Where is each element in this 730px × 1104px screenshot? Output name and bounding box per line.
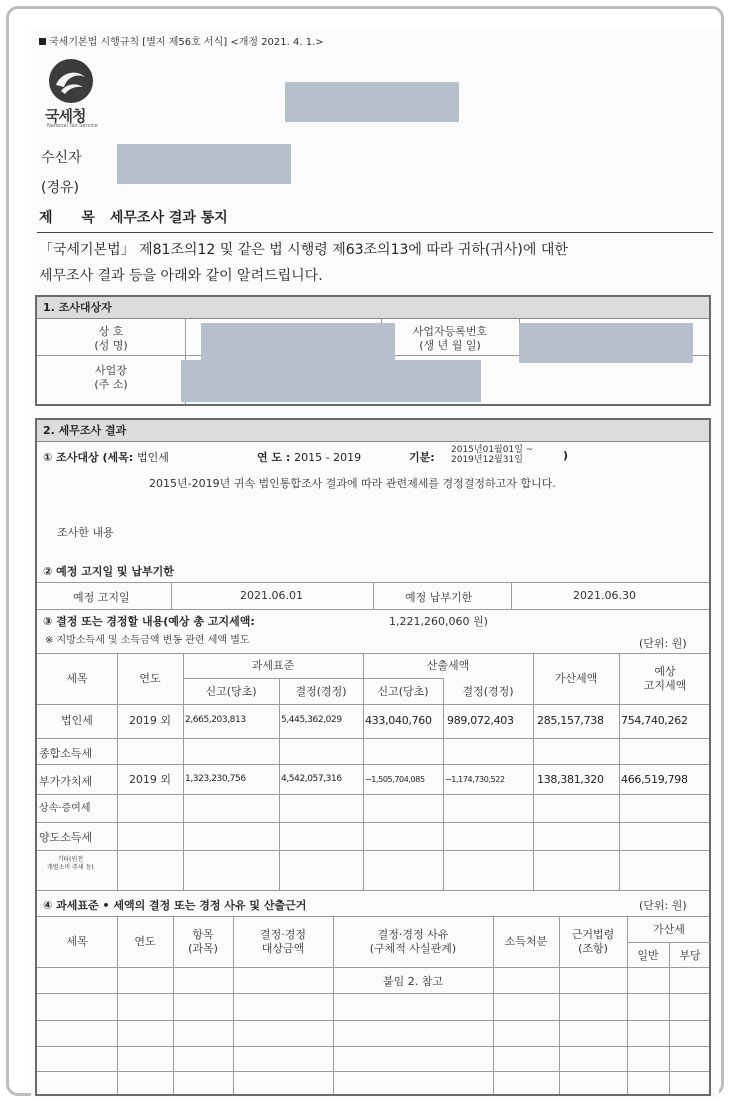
- redacted-bizno: [519, 323, 693, 363]
- item4-label: ④ 과세표준 • 세액의 결정 또는 경정 사유 및 산출근거: [43, 899, 307, 912]
- th-base: 과세표준: [251, 659, 295, 672]
- bizno-label: 사업자등록번호 (생 년 월 일): [412, 325, 488, 352]
- th4-tax: 세목: [66, 935, 88, 948]
- th4-law: 근거법령 (조항): [571, 928, 615, 955]
- due-date-label: 예정 납부기한: [405, 591, 473, 604]
- logo-text: 국세청: [45, 107, 86, 125]
- table-cell: 466,519,798: [621, 773, 688, 786]
- table-row-tax: 상속·증여세: [39, 803, 91, 814]
- item1-period-label: 기분:: [409, 451, 435, 464]
- via-label: (경유): [41, 180, 79, 196]
- notice-date: 2021.06.01: [240, 589, 303, 602]
- item3-total: 1,221,260,060 원): [389, 615, 488, 628]
- th-expected: 예상 고지세액: [643, 665, 687, 692]
- item1-years: 연 도 : 2015 - 2019: [257, 451, 362, 464]
- th-calc-decide: 결정(경정): [462, 685, 514, 698]
- th-calc: 산출세액: [426, 659, 470, 672]
- other-tax-label: 기타(원천 개별소비 주세 등): [47, 856, 94, 871]
- intro-line-2: 세무조사 결과 등을 아래와 같이 알려드립니다.: [39, 268, 323, 284]
- table-cell: −1,174,730,522: [445, 775, 505, 784]
- logo-subtext: National Tax Service: [47, 123, 98, 129]
- table-cell: 433,040,760: [365, 714, 432, 727]
- table-row-tax: 종합소득세: [39, 747, 93, 760]
- section-1-title: 1. 조사대상자: [37, 297, 709, 319]
- tax-note: ※ 지방소득세 및 소득금액 변동 관련 세액 별도: [45, 635, 250, 646]
- nts-logo-icon: [47, 57, 95, 105]
- table-cell: 5,445,362,029: [281, 715, 342, 725]
- form-header: 국세기본법 시행규칙 [별지 제56호 서식] <개정 2021. 4. 1.>: [39, 33, 324, 48]
- th-penalty: 가산세액: [554, 672, 598, 685]
- redacted-address: [181, 360, 481, 402]
- item1-close: ): [563, 449, 569, 462]
- table-cell: 989,072,403: [447, 714, 514, 727]
- item2-label: ② 예정 고지일 및 납부기한: [43, 565, 174, 578]
- item1-period: 2015년01월01일 ~ 2019년12월31일: [451, 445, 534, 465]
- th-year: 연도: [139, 672, 161, 685]
- subject-rule: [37, 232, 713, 233]
- th4-pen-unfair: 부당: [679, 949, 701, 962]
- tax-audit-notice-page: [31, 27, 719, 1099]
- table-cell: −1,505,704,085: [365, 775, 425, 784]
- table-cell: 138,381,320: [537, 773, 604, 786]
- square-bullet-icon: [39, 38, 46, 45]
- due-date: 2021.06.30: [573, 589, 636, 602]
- item3-label: ③ 결정 또는 경정할 내용(예상 총 고지세액:: [43, 615, 255, 628]
- document-frame: [6, 6, 724, 1096]
- table-cell: 754,740,262: [621, 714, 688, 727]
- exam-label: 조사한 내용: [57, 526, 114, 539]
- site-label: 사업장 (주 소): [94, 364, 128, 391]
- subject-label: 제 목: [39, 210, 107, 226]
- th-tax: 세목: [66, 672, 88, 685]
- table-cell: 1,323,230,756: [185, 774, 246, 784]
- unit-label: (단위: 원): [639, 637, 687, 650]
- th-calc-report: 신고(당초): [377, 685, 429, 698]
- th4-income: 소득처분: [504, 935, 548, 948]
- table-row-tax: 부가가치세: [39, 775, 93, 788]
- table-row-tax: 법인세: [61, 714, 93, 727]
- recipient-label: 수신자: [41, 150, 82, 166]
- th4-penalty: 가산세: [653, 923, 685, 936]
- table-row-tax: 양도소득세: [39, 831, 93, 844]
- subject-text: 세무조사 결과 통지: [109, 210, 228, 226]
- notice-date-label: 예정 고지일: [73, 591, 130, 604]
- th4-amount: 결정·경정 대상금액: [259, 928, 306, 955]
- attachment-note: 붙임 2. 참고: [383, 975, 443, 988]
- th-base-report: 신고(당초): [205, 685, 257, 698]
- table-row-year: 2019 외: [128, 773, 172, 786]
- th4-pen-general: 일반: [637, 949, 659, 962]
- name-label: 상 호 (성 명): [94, 325, 128, 352]
- table-cell: 2,665,203,813: [185, 715, 246, 725]
- th4-year: 연도: [134, 935, 156, 948]
- exam-text: 2015년-2019년 귀속 법인통합조사 결과에 따라 관련제세를 경정결정하고자 합니다.: [149, 477, 556, 490]
- table-cell: 4,542,057,316: [281, 774, 342, 784]
- th4-reason: 결정·경정 사유 (구체적 사실관계): [369, 928, 457, 955]
- redacted-recipient: [117, 144, 291, 184]
- th4-item: 항목 (과목): [188, 928, 218, 955]
- table-row-year: 2019 외: [128, 714, 172, 727]
- redacted-company-name: [201, 323, 395, 363]
- table-cell: 285,157,738: [537, 714, 604, 727]
- intro-line-1: 「국세기본법」 제81조의12 및 같은 법 시행령 제63조의13에 따라 귀하(귀사)에 대한: [39, 242, 568, 258]
- th-base-decide: 결정(경정): [295, 685, 347, 698]
- item1-row: ① 조사대상 (세목: 법인세: [43, 451, 169, 464]
- section-2-title: 2. 세무조사 결과: [37, 420, 709, 442]
- item4-unit: (단위: 원): [639, 899, 687, 912]
- section-result-box: [35, 418, 711, 1096]
- subject-row: [39, 207, 228, 227]
- redacted-org-name: [285, 82, 459, 122]
